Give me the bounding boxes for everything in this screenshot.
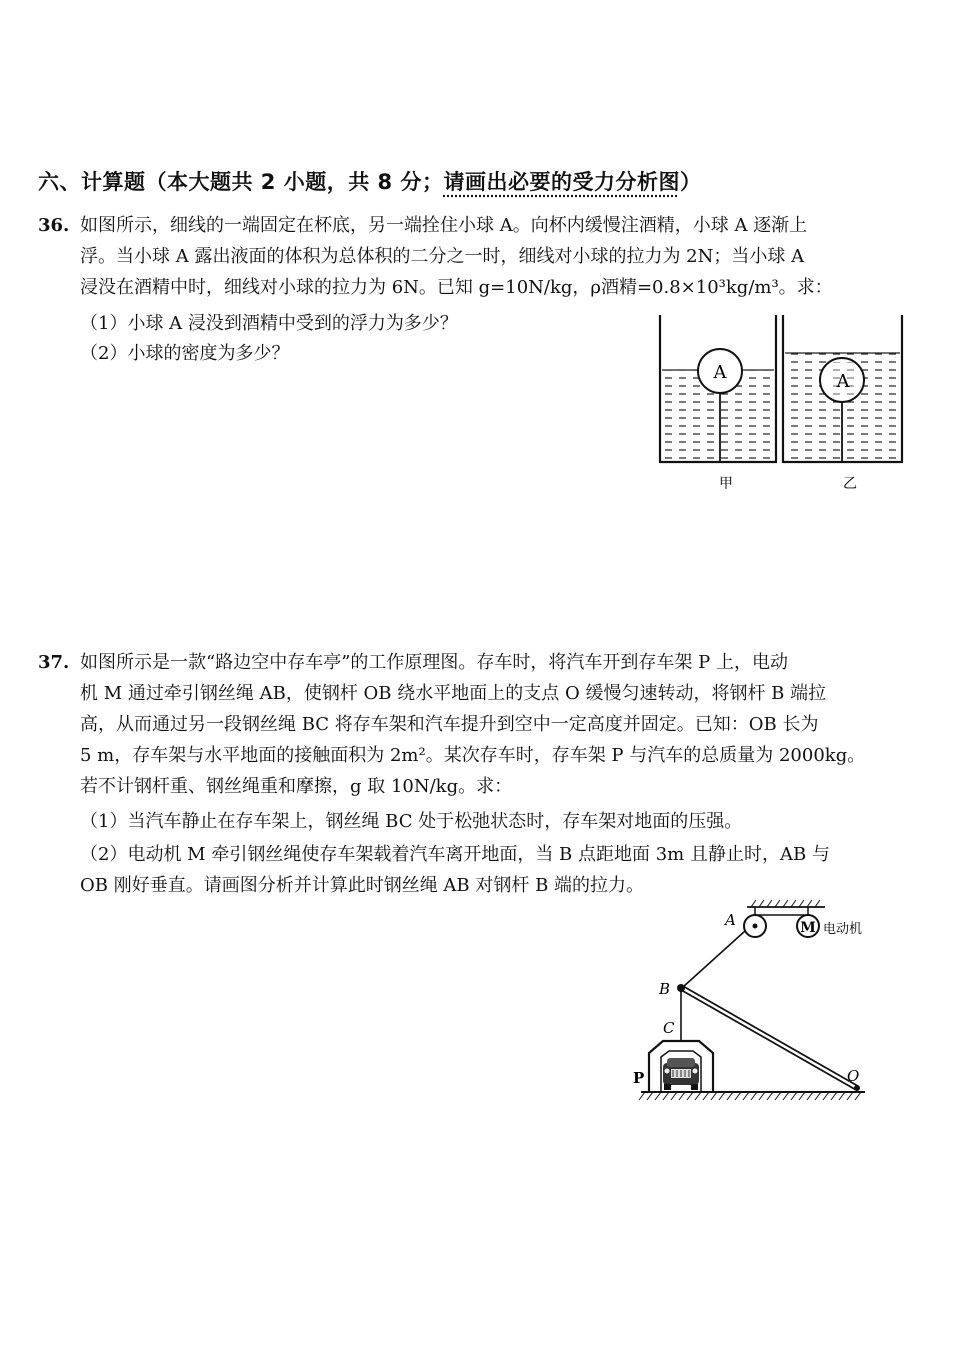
motor-icon — [797, 907, 819, 937]
question-37-number: 37. — [38, 652, 70, 673]
ground-hatch — [639, 1092, 861, 1100]
cable-ab — [683, 931, 745, 987]
question-36-line-1: 如图所示，细线的一端固定在杯底，另一端拴住小球 A。向杯内缓慢注酒精，小球 A 逐渐上 — [80, 215, 808, 236]
question-36-number: 36. — [38, 215, 70, 236]
caption-right: 乙 — [843, 476, 857, 492]
question-36-sub-2: （2）小球的密度为多少？ — [80, 343, 290, 364]
question-36-line-3: 浸没在酒精中时，细线对小球的拉力为 6N。已知 g=10N/kg，ρ酒精=0.8×10³kg/m³。求： — [80, 277, 833, 298]
motor-label: M — [800, 920, 816, 936]
section-title-suffix: ） — [679, 170, 702, 194]
ball-label-left: A — [713, 362, 727, 383]
question-37-sub-1: （1）当汽车静止在存车架上，钢丝绳 BC 处于松弛状态时，存车架对地面的压强。 — [80, 811, 743, 832]
section-title-emphasis: 请画出必要的受力分析图 — [443, 170, 680, 194]
question-37-line-4: 5 m，存车架与水平地面的接触面积为 2m²。某次存车时，存车架 P 与汽车的总质量为 2000kg。 — [80, 745, 866, 766]
question-36-sub-1: （1）小球 A 浸没到酒精中受到的浮力为多少？ — [80, 313, 458, 334]
label-p: P — [633, 1069, 645, 1087]
motor-text: 电动机 — [823, 922, 863, 937]
question-37-line-2: 机 M 通过牵引钢丝绳 AB，使钢杆 OB 绕水平地面上的支点 O 缓慢匀速转动，将钢杆 B 端拉 — [80, 683, 827, 704]
label-c: C — [663, 1019, 675, 1037]
question-37-line-5: 若不计钢杆重、钢丝绳重和摩擦，g 取 10N/kg。求： — [80, 776, 513, 797]
question-37-sub-2b: OB 刚好垂直。请画图分析并计算此时钢丝绳 AB 对钢杆 B 端的拉力。 — [80, 875, 645, 896]
cup-left — [660, 315, 776, 462]
question-36-line-2: 浮。当小球 A 露出液面的体积为总体积的二分之一时，细线对小球的拉力为 2N；当小球 A — [80, 246, 805, 267]
pulley-icon — [744, 907, 766, 937]
question-37-sub-2a: （2）电动机 M 牵引钢丝绳使存车架载着汽车离开地面，当 B 点距地面 3m 且静止时，AB 与 — [80, 844, 830, 865]
ball-label-right: A — [836, 371, 850, 392]
section-title — [38, 166, 701, 196]
caption-left: 甲 — [719, 476, 733, 492]
question-37-line-1: 如图所示是一款“路边空中存车亭”的工作原理图。存车时，将汽车开到存车架 P 上，电动 — [80, 652, 788, 673]
cup-right — [783, 315, 902, 462]
label-a: A — [725, 911, 736, 929]
cups-figure — [650, 310, 910, 500]
label-b: B — [659, 980, 671, 998]
section-title-prefix: 六、计算题（本大题共 2 小题，共 8 分； — [38, 170, 444, 194]
label-o: O — [847, 1067, 860, 1085]
question-37-line-3: 高，从而通过另一段钢丝绳 BC 将存车架和汽车提升到空中一定高度并固定。已知：OB 长为 — [80, 714, 819, 735]
parking-figure — [625, 895, 885, 1115]
